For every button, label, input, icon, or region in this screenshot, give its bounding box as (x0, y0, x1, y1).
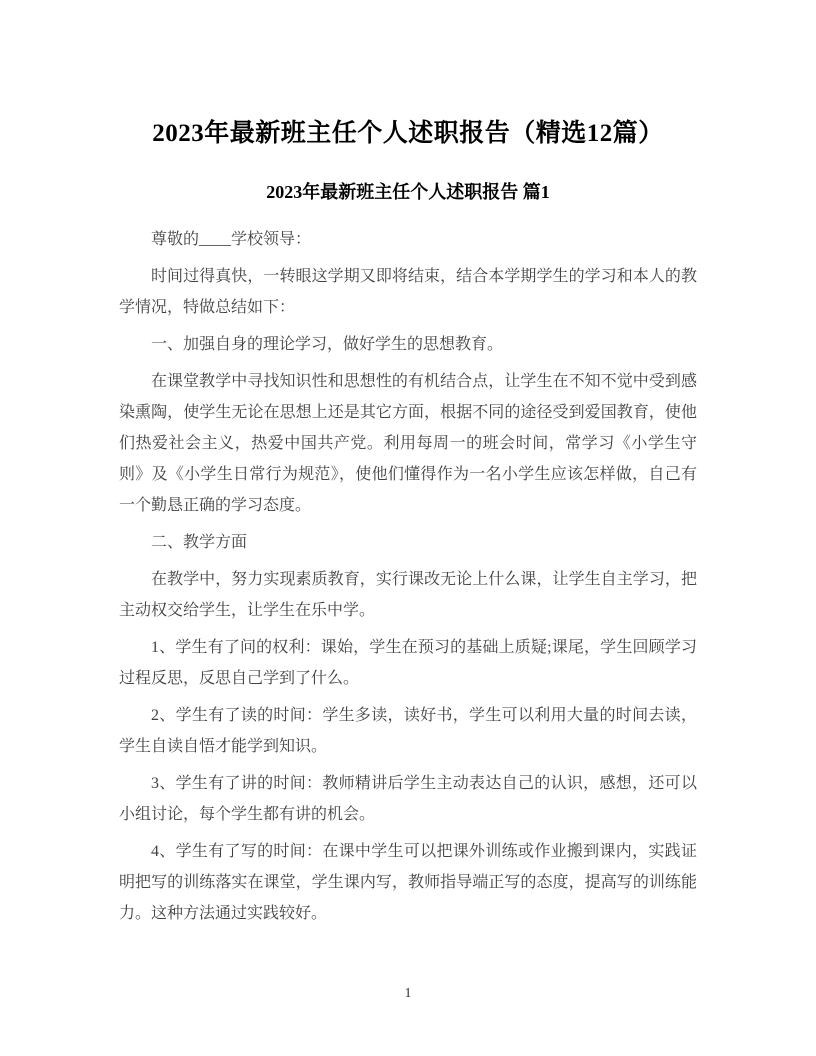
paragraph-heading-2: 二、教学方面 (151, 534, 248, 551)
paragraph-item-4: 4、学生有了写的时间：在课中学生可以把课外训练或作业搬到课内，实践证明把写的训练落实在课堂，学生课内写，教师指导端正写的态度，提高写的训练能力。这种方法通过实践较好。 (119, 843, 697, 922)
document-body (119, 224, 697, 929)
section-heading: 2023年最新班主任个人述职报告 篇1 (266, 182, 550, 202)
paragraph-item-1: 1、学生有了问的权利：课始，学生在预习的基础上质疑;课尾，学生回顾学习过程反思，反思自己学到了什么。 (119, 639, 697, 687)
paragraph-body-1: 在课堂教学中寻找知识性和思想性的有机结合点，让学生在不知不觉中受到感染熏陶，使学生无论在思想上还是其它方面，根据不同的途径受到爱国教育，使他们热爱社会主义，热爱中国共产党。利用每周一的班会时间，常学习《小学生守则》及《小学生日常行为规范》，使他们懂得作为一名小学生应该怎样做，自己有一个勤恳正确的学习态度。 (119, 373, 697, 514)
document-title: 2023年最新班主任个人述职报告（精选12篇） (152, 120, 664, 147)
paragraph-item-2: 2、学生有了读的时间：学生多读，读好书，学生可以利用大量的时间去读，学生自读自悟才能学到知识。 (119, 707, 697, 755)
paragraph-intro: 时间过得真快，一转眼这学期又即将结束，结合本学期学生的学习和本人的教学情况，特做总结如下： (119, 268, 697, 316)
paragraph-salutation: 尊敬的____学校领导： (151, 231, 312, 248)
page-number: 1 (404, 986, 412, 1001)
paragraph-body-2: 在教学中，努力实现素质教育，实行课改无论上什么课，让学生自主学习，把主动权交给学生，让学生在乐中学。 (119, 571, 697, 619)
paragraph-item-3: 3、学生有了讲的时间：教师精讲后学生主动表达自己的认识，感想，还可以小组讨论，每个学生都有讲的机会。 (119, 775, 697, 823)
paragraph-heading-1: 一、加强自身的理论学习，做好学生的思想教育。 (151, 336, 504, 353)
